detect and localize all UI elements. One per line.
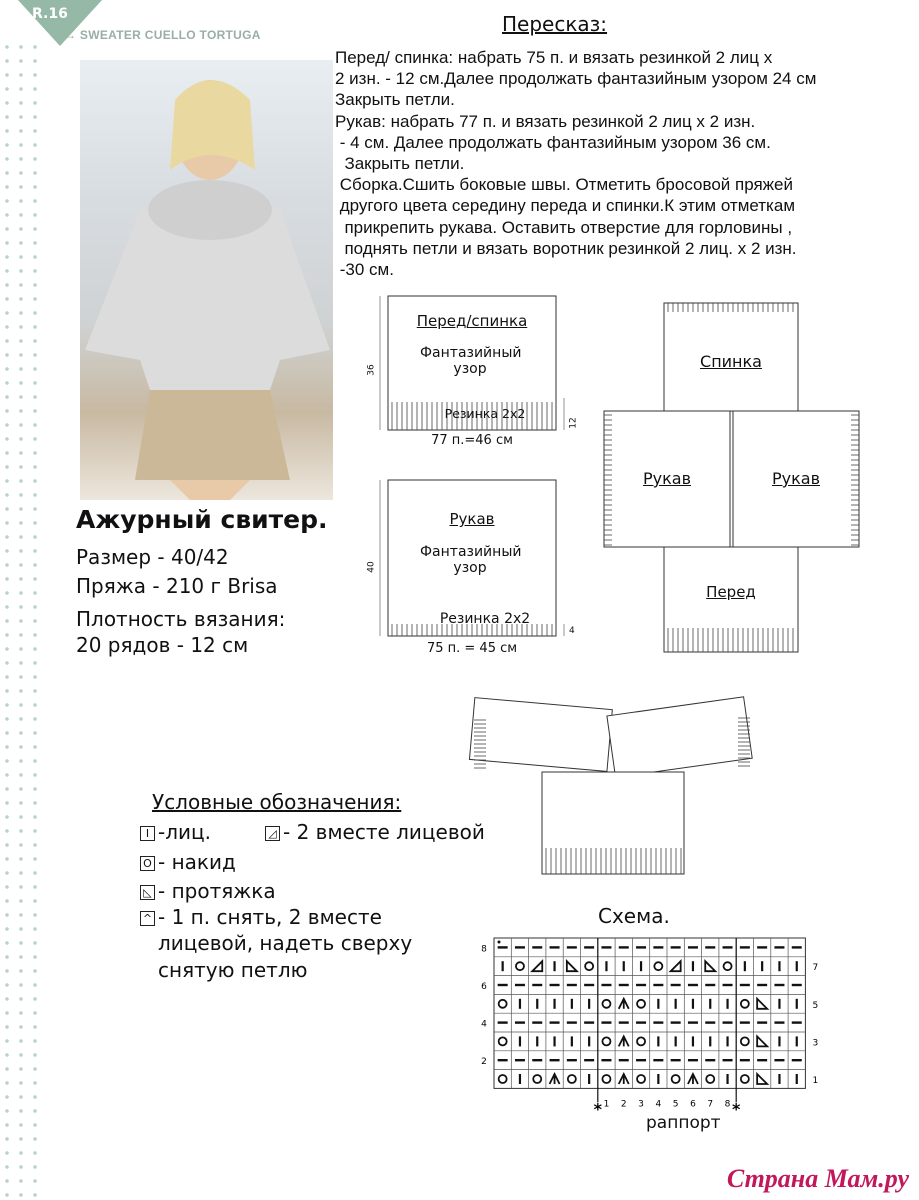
assembly-diagram bbox=[600, 300, 865, 660]
chart-cell bbox=[602, 1037, 610, 1045]
sleeve-width: 75 п. = 45 см bbox=[426, 641, 518, 656]
repeat-number: 1 bbox=[603, 1099, 610, 1110]
chart-cell bbox=[619, 999, 629, 1009]
chart-cell bbox=[672, 1075, 680, 1083]
chart-cell bbox=[706, 1075, 714, 1083]
sleeve-pattern: Фантазийный узор bbox=[420, 544, 522, 576]
chart-cell bbox=[602, 1000, 610, 1008]
chart-cell bbox=[741, 1075, 749, 1083]
repeat-number: 8 bbox=[724, 1099, 731, 1110]
legend-ssk: ◺ - протяжка bbox=[140, 879, 276, 903]
repeat-number: 3 bbox=[638, 1099, 644, 1110]
row-label: 2 bbox=[481, 1057, 487, 1068]
chart-cell bbox=[533, 1075, 541, 1083]
retell-line: другого цвета середину переда и спинки.К этим отметкам bbox=[335, 196, 796, 216]
double-decrease-icon: ^ bbox=[140, 911, 155, 926]
chart-cell bbox=[550, 1074, 560, 1084]
row-label: 1 bbox=[812, 1076, 819, 1086]
chart-cell bbox=[757, 1074, 767, 1084]
density-label: Плотность вязания: bbox=[76, 607, 286, 631]
chart-cell bbox=[568, 1075, 576, 1083]
sweater-sketch bbox=[460, 688, 760, 888]
chart-cell bbox=[654, 962, 662, 970]
chart-cell bbox=[567, 961, 577, 971]
chart-cell bbox=[602, 1075, 610, 1083]
sweater-photo bbox=[80, 60, 333, 500]
chart-cell bbox=[705, 961, 715, 971]
sleeve-title: Рукав bbox=[449, 510, 495, 528]
legend-double-dec: ^ - 1 п. снять, 2 вместе bbox=[140, 905, 382, 929]
chart-cell bbox=[637, 1037, 645, 1045]
legend-k2tog: ◿ - 2 вместе лицевой bbox=[265, 820, 485, 844]
retell-title: Пересказ: bbox=[502, 12, 608, 36]
retell-line: Сборка.Сшить боковые швы. Отметить бросовой пряжей bbox=[335, 175, 793, 195]
sleeve-rib-height: 4 bbox=[569, 626, 575, 636]
legend-text-cont: лицевой, надеть сверху bbox=[158, 931, 413, 955]
chart-cell bbox=[619, 1036, 629, 1046]
retell-line: прикрепить рукава. Оставить отверстие для горловины , bbox=[335, 217, 793, 237]
chart-cell bbox=[499, 1000, 507, 1008]
repeat-number: 4 bbox=[655, 1099, 662, 1110]
chart-title: Схема. bbox=[598, 904, 670, 928]
retell-line: 2 изн. - 12 см.Далее продолжать фантазийным узором 24 см bbox=[335, 69, 817, 89]
page-subtitle: → SWEATER CUELLO TORTUGA bbox=[64, 28, 261, 42]
repeat-marker: * bbox=[593, 1099, 602, 1119]
row-label: 6 bbox=[481, 982, 487, 992]
ssk-icon: ◺ bbox=[140, 885, 155, 900]
chart-cell bbox=[516, 962, 524, 970]
page-number: R.16 bbox=[32, 6, 68, 22]
assembly-back: Спинка bbox=[700, 352, 762, 371]
chart-cell bbox=[757, 999, 767, 1009]
chart-cell bbox=[757, 1036, 767, 1046]
chart-cell bbox=[637, 1000, 645, 1008]
repeat-marker: * bbox=[732, 1099, 741, 1119]
sleeve-diagram bbox=[366, 474, 590, 664]
front-back-rib: Резинка 2х2 bbox=[444, 406, 526, 421]
repeat-label: раппорт bbox=[646, 1113, 721, 1133]
size: Размер - 40/42 bbox=[76, 545, 229, 569]
front-back-title: Перед/спинка bbox=[416, 312, 528, 330]
repeat-number: 5 bbox=[672, 1099, 679, 1110]
yarn: Пряжа - 210 г Brisa bbox=[76, 574, 278, 598]
k2tog-icon: ◿ bbox=[265, 826, 280, 841]
retell-line: Закрыть петли. bbox=[335, 90, 455, 110]
row-label: 7 bbox=[812, 963, 819, 974]
assembly-sleeve-right: Рукав bbox=[771, 469, 820, 488]
density: 20 рядов - 12 см bbox=[76, 633, 249, 657]
project-title: Ажурный свитер. bbox=[76, 505, 328, 534]
legend-yo: O - накид bbox=[140, 850, 236, 874]
row-label: 4 bbox=[481, 1019, 487, 1030]
assembly-front: Перед bbox=[706, 583, 756, 601]
front-back-pattern: Фантазийный узор bbox=[420, 345, 522, 377]
chart-cell bbox=[585, 962, 593, 970]
front-back-rib-height: 12 bbox=[568, 417, 579, 429]
dotted-border bbox=[0, 40, 46, 1200]
chart-cell bbox=[637, 1075, 645, 1083]
knit-icon: I bbox=[140, 826, 155, 841]
repeat-number: 6 bbox=[690, 1099, 696, 1110]
assembly-sleeve-left: Рукав bbox=[642, 469, 691, 488]
chart-cell bbox=[532, 961, 542, 971]
yarn-over-icon: O bbox=[140, 856, 155, 871]
retell-line: Перед/ спинка: набрать 75 п. и вязать резинкой 2 лиц х bbox=[335, 48, 773, 67]
stitch-chart bbox=[470, 932, 820, 1132]
front-back-height: 36 bbox=[366, 364, 377, 376]
repeat-number: 7 bbox=[707, 1099, 714, 1110]
row-label: 3 bbox=[812, 1038, 819, 1049]
legend-title: Условные обозначения: bbox=[152, 790, 402, 814]
front-back-diagram bbox=[366, 290, 590, 460]
retell-line: Рукав: набрать 77 п. и вязать резинкой 2 лиц х 2 изн. bbox=[335, 111, 756, 131]
retell-line: Закрыть петли. bbox=[335, 153, 465, 173]
retell-line: -30 см. bbox=[335, 259, 394, 279]
row-label: 5 bbox=[812, 1000, 819, 1011]
watermark: Страна Мам.ру bbox=[726, 1164, 909, 1193]
retell-line: - 4 см. Далее продолжать фантазийным узором 36 см. bbox=[335, 132, 771, 152]
retell-text bbox=[335, 47, 816, 280]
chart-cell bbox=[741, 1037, 749, 1045]
chart-cell bbox=[499, 1075, 507, 1083]
chart-cell bbox=[724, 962, 732, 970]
sleeve-height: 40 bbox=[366, 561, 377, 573]
retell-line: поднять петли и вязать воротник резинкой 2 лиц. х 2 изн. bbox=[335, 238, 797, 258]
legend-knit: I -лиц. bbox=[140, 820, 211, 844]
repeat-number: 2 bbox=[620, 1099, 627, 1110]
sleeve-rib: Резинка 2х2 bbox=[439, 611, 531, 627]
chart-cell bbox=[671, 961, 681, 971]
chart-cell bbox=[688, 1074, 698, 1084]
chart-cell bbox=[619, 1074, 629, 1084]
row-label: 8 bbox=[481, 944, 487, 955]
chart-cell bbox=[499, 1037, 507, 1045]
chart-cell bbox=[741, 1000, 749, 1008]
legend-text-cont: снятую петлю bbox=[158, 958, 308, 982]
front-back-width: 77 п.=46 см bbox=[431, 433, 513, 448]
